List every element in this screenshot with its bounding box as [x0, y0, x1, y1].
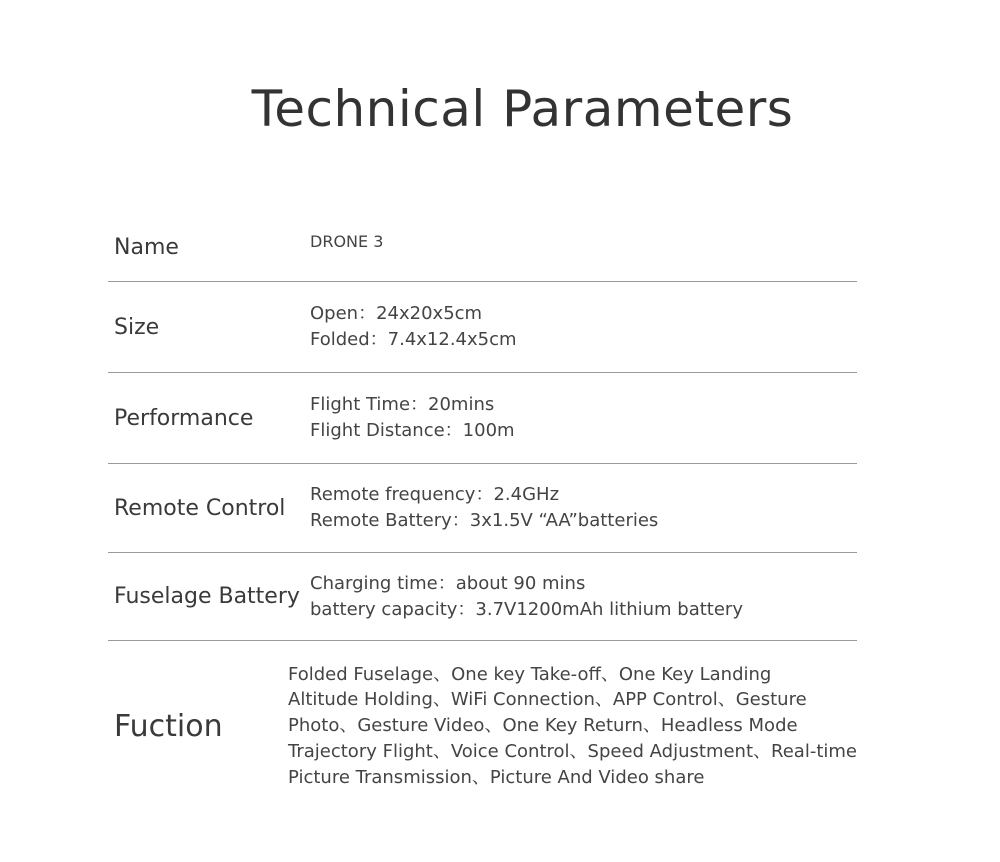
value-line: Folded：7.4x12.4x5cm	[310, 329, 517, 350]
parameters-table	[108, 218, 857, 811]
row-value	[288, 662, 857, 791]
value-line: Open：24x20x5cm	[310, 303, 483, 324]
row-remote-control	[108, 464, 857, 553]
page-title: Technical Parameters	[251, 80, 794, 138]
value-line: Trajectory Flight、Voice Control、Speed Adjustment、Real-time	[288, 740, 857, 762]
row-label: Performance	[114, 405, 254, 431]
row-value	[310, 571, 743, 623]
row-label: Size	[114, 314, 160, 340]
value-line: Picture Transmission、Picture And Video share	[288, 766, 705, 788]
row-size	[108, 282, 857, 373]
value-line: Altitude Holding、WiFi Connection、APP Control、Gesture	[288, 689, 807, 711]
row-performance	[108, 373, 857, 464]
value-line: battery capacity：3.7V1200mAh lithium battery	[310, 598, 743, 620]
value-line: Remote Battery：3x1.5V “AA”batteries	[310, 510, 659, 531]
value-line: Charging time：about 90 mins	[310, 572, 586, 594]
value-line: Flight Distance：100m	[310, 420, 515, 441]
row-value	[310, 482, 658, 534]
row-value	[310, 301, 517, 353]
row-value	[310, 392, 515, 444]
value-line: Folded Fuselage、One key Take-off、One Key Landing	[288, 663, 772, 685]
value-line: DRONE 3	[310, 231, 384, 251]
row-label: Remote Control	[114, 495, 286, 521]
row-function	[108, 641, 857, 811]
row-name	[108, 218, 857, 282]
row-label: Name	[114, 235, 179, 260]
value-line: Remote frequency：2.4GHz	[310, 484, 560, 505]
row-label: Fuselage Battery	[114, 584, 300, 609]
row-label: Fuction	[114, 708, 223, 744]
value-line: Photo、Gesture Video、One Key Return、Headless Mode	[288, 715, 798, 737]
row-fuselage-battery	[108, 553, 857, 641]
value-line: Flight Time：20mins	[310, 394, 495, 415]
row-value	[310, 229, 383, 255]
